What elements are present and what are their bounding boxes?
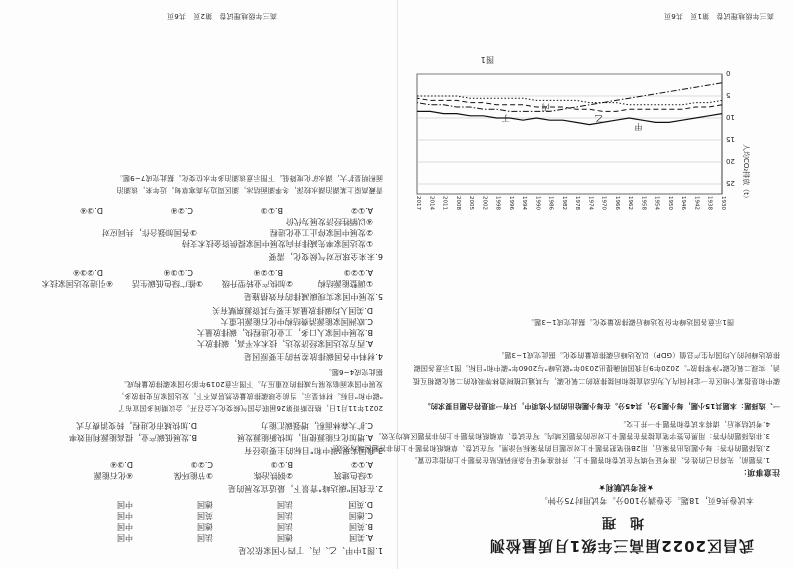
q5-choice-b: B.①②④ bbox=[253, 268, 283, 277]
q6-stem: 6.未来全球应对气候变化，需要 bbox=[268, 252, 383, 261]
exam-title: 武昌区2022届高三年级1月质量检测 bbox=[488, 537, 754, 555]
q4-option-b: B.发展中国家人口多，工业化进程快，碳排放量大 bbox=[196, 328, 373, 337]
q1-cell-r1-c4: 中国 bbox=[117, 533, 133, 542]
x-tick-label: 2017 bbox=[415, 196, 421, 210]
q2-item-3: ③节能环保 bbox=[173, 471, 213, 480]
x-tick-label: 1996 bbox=[507, 196, 514, 210]
q2-item-4: ④化石能源 bbox=[93, 471, 133, 480]
exam-meta: 本试卷共6页，18题。全卷满分100分。考试用时75分钟。 bbox=[539, 496, 754, 505]
q5-item-1: ①调整能源结构 bbox=[317, 279, 373, 288]
passage3-line-1: 青藏高原上某湖泊湖水较深，冬季湖面结冰，湖区周边为高寒草甸。近年来，该湖泊 bbox=[116, 186, 383, 194]
footer-page-1: 高三年级地理试卷 第1页 共6页 bbox=[663, 12, 774, 20]
q3-stem: 3.我国实现"碳中和"目标的主要途径有 bbox=[244, 446, 383, 455]
series-line-3 bbox=[417, 96, 722, 105]
x-tick-label: 2011 bbox=[441, 196, 448, 210]
x-tick-label: 2002 bbox=[481, 196, 488, 210]
section1-heading: 一、选择题：本题共15小题，每小题3分，共45分。在每小题给出的四个选项中，只有一项是符合题目要求的。 bbox=[423, 402, 780, 410]
x-tick-label: 1998 bbox=[494, 196, 501, 210]
q5-item-2: ②加快产业转型升级 bbox=[221, 279, 293, 288]
q1-cell-r2-c2: 法国 bbox=[277, 522, 293, 531]
q3-option-b: B.发展低碳产业，提高能源利用效率 bbox=[68, 433, 197, 442]
q1-stem: 1.图1中甲、乙、丙、丁四个国家依次是 bbox=[238, 546, 383, 555]
x-tick-label: 1982 bbox=[560, 196, 567, 210]
plot-frame bbox=[417, 74, 722, 194]
x-tick-label: 1958 bbox=[640, 196, 647, 210]
notice-item-2: 2.选择题的作答：每小题选出答案后，用2B铅笔把答题卡上对应题目的答案标号涂黑。写在试卷、草稿纸和答题卡上的非答题区域均无效。 bbox=[328, 444, 770, 452]
x-tick-label: 2008 bbox=[454, 196, 461, 210]
q1-cell-r4-c1: D.英国 bbox=[348, 500, 373, 509]
q4-option-a: A.西方发达国家经济发达，技术水平高，碳排放大 bbox=[197, 339, 373, 348]
passage3-line-2: 面积明显扩大，湖水矿化度降低。下图示意该湖泊多年水位变化。据此完成7~9题。 bbox=[115, 174, 383, 182]
q3-option-d: D.加快城市化进程，转变消费方式 bbox=[76, 421, 197, 430]
q1-cell-r2-c4: 中国 bbox=[117, 522, 133, 531]
q5-stem: 5.发展中国家实现碳减排的有效措施是 bbox=[243, 292, 383, 301]
q4-stem: 4.材料中各国碳排放差异的主要原因是 bbox=[243, 352, 383, 361]
q1-cell-r1-c1: A.美国 bbox=[349, 533, 373, 542]
figure-1-chart bbox=[407, 64, 752, 224]
x-tick-label: 1962 bbox=[627, 196, 634, 210]
q6-choice-c: C.②④ bbox=[170, 206, 193, 215]
x-tick-label: 1974 bbox=[587, 196, 594, 210]
q1-cell-r2-c3: 德国 bbox=[197, 522, 213, 531]
q4-option-d: D.美国人均碳排放量高主要与其资源禀赋有关 bbox=[212, 306, 373, 315]
q6-item-3: ③各国加强合作，共同应对 bbox=[101, 228, 197, 237]
q2-item-2: ②钢铁冶炼 bbox=[253, 471, 293, 480]
figure-caption: 图1 bbox=[480, 55, 494, 64]
q1-cell-r1-c3: 法国 bbox=[197, 533, 213, 542]
q6-choice-a: A.①② bbox=[350, 206, 373, 215]
q1-cell-r2-c1: B.英国 bbox=[348, 522, 373, 531]
q2-item-1: ①绿色建筑 bbox=[333, 471, 373, 480]
passage2-line-1: 2021年11月1日，格拉斯哥第26届联合国气候变化大会召开。会议期间多国宣布了 bbox=[117, 404, 383, 412]
q6-item-1: ①发达国家率先减排并向发展中国家提供资金技术支持 bbox=[181, 239, 373, 248]
section1-passage: 碳中和是指某个地区在一定时间内人为活动直接和间接排放的二氧化碳，与其通过植树造林等吸收的二氧化碳相互抵消，实现二氧化碳"净零排放"。2020年9月我国明确提出2030年"碳达峰"与2060年"碳中和"目标。图1示意各国碳排放达峰时的人均国内生产总值（GDP）以及达峰后碳排放量的变化。据此完成1~3题。 bbox=[412, 351, 780, 385]
q5-item-3: ③推广绿色低碳生活 bbox=[131, 279, 203, 288]
q1-cell-r1-c2: 德国 bbox=[277, 533, 293, 542]
x-tick-label: 1946 bbox=[680, 196, 687, 210]
q1-cell-r4-c2: 法国 bbox=[277, 500, 293, 509]
notice-item-1: 1.答题前，先将自己的姓名、准考证号填写在试卷和答题卡上，并将准考证号条形码粘贴在答题卡上的指定位置。 bbox=[410, 456, 770, 464]
q5-choice-a: A.①②③ bbox=[343, 268, 373, 277]
figure-note: 图1示意各国达峰年份及达峰后碳排放量变化。据此完成1~3题。 bbox=[526, 318, 734, 326]
q2-choice-d: D.③④ bbox=[109, 460, 133, 469]
x-tick-label: 1942 bbox=[693, 196, 700, 210]
x-tick-label: 1990 bbox=[534, 196, 541, 210]
x-tick-label: 1950 bbox=[666, 196, 673, 210]
q3-option-c: C.扩大森林面积，增强碳汇能力 bbox=[260, 421, 373, 430]
q6-choice-b: B.①③ bbox=[260, 206, 283, 215]
x-tick-label: 1986 bbox=[547, 196, 554, 210]
q2-choice-b: B.①③ bbox=[270, 460, 293, 469]
series-label-2: 乙 bbox=[594, 113, 603, 123]
x-tick-label: 1978 bbox=[574, 196, 581, 210]
q5-item-4: ④引进发达国家技术 bbox=[41, 279, 113, 288]
q5-choice-d: D.②③④ bbox=[72, 268, 103, 277]
q1-cell-r3-c2: 法国 bbox=[277, 511, 293, 520]
passage2-line-4: 据此完成4~6题。 bbox=[324, 368, 383, 376]
good-luck-note: ★祝考试顺利★ bbox=[598, 483, 654, 492]
y-tick-label: 5 bbox=[726, 91, 731, 99]
series-label-1: 甲 bbox=[634, 122, 643, 132]
y-axis-label: 人均CO₂排放（t） bbox=[742, 144, 750, 202]
q2-choice-c: C.②③ bbox=[190, 460, 213, 469]
series-label-3: 丙 bbox=[541, 102, 550, 112]
q1-cell-r3-c4: 中国 bbox=[117, 511, 133, 520]
passage2-line-2: "碳中和"目标。材料显示，当前全球碳排放量依然居高不下，发达国家历史排放多， bbox=[116, 392, 383, 400]
y-tick-label: 15 bbox=[726, 135, 735, 143]
exam-subject: 地理 bbox=[588, 514, 644, 530]
y-tick-label: 0 bbox=[726, 69, 731, 77]
x-tick-label: 1938 bbox=[706, 196, 713, 210]
q6-choice-d: D.③④ bbox=[79, 206, 103, 215]
series-label-4: 丁 bbox=[501, 113, 510, 123]
q2-stem: 2.在我国"碳达峰"背景下，最适宜发展的是 bbox=[227, 484, 383, 493]
q1-cell-r3-c3: 英国 bbox=[197, 511, 213, 520]
y-tick-label: 25 bbox=[726, 179, 735, 187]
x-tick-label: 2005 bbox=[468, 196, 475, 210]
footer-page-2: 高三年级地理试卷 第2页 共6页 bbox=[166, 12, 277, 20]
x-tick-label: 1994 bbox=[521, 196, 528, 210]
passage2-line-3: 发展中国家面临发展与减排的双重压力。下图示意2019年部分国家碳排放量构成。 bbox=[119, 380, 383, 388]
y-tick-label: 10 bbox=[726, 113, 735, 121]
x-tick-label: 2014 bbox=[428, 196, 435, 210]
x-tick-label: 1930 bbox=[720, 196, 726, 210]
notice-item-4: 4.考试结束后，请将本试卷和答题卡一并上交。 bbox=[618, 420, 770, 428]
q1-cell-r3-c1: C.德国 bbox=[348, 511, 373, 520]
q6-item-2: ②发展中国家停止工业化进程 bbox=[269, 228, 373, 237]
notice-heading: 注意事项： bbox=[739, 468, 780, 477]
x-tick-label: 1966 bbox=[613, 196, 620, 210]
q4-option-c: C.欧洲国家能源消费结构中化石能源比重大 bbox=[220, 317, 373, 326]
x-tick-label: 1954 bbox=[653, 196, 660, 210]
co2-line-chart bbox=[407, 64, 752, 224]
y-tick-label: 20 bbox=[726, 157, 735, 165]
q6-item-4: ④以牺牲经济发展为代价 bbox=[285, 217, 373, 226]
q2-choice-a: A.①② bbox=[350, 460, 373, 469]
q3-option-a: A.增加化石能源使用，加快新能源发展 bbox=[237, 433, 373, 442]
x-tick-label: 1970 bbox=[600, 196, 607, 210]
q1-cell-r4-c4: 中国 bbox=[117, 500, 133, 509]
q5-choice-c: C.①③④ bbox=[163, 268, 193, 277]
notice-item-3: 3.非选择题的作答：用黑色签字笔直接答在答题卡上对应的答题区域内。写在试卷、草稿纸和答题卡上的非答题区域均无效。 bbox=[374, 432, 770, 440]
q1-cell-r4-c3: 德国 bbox=[197, 500, 213, 509]
